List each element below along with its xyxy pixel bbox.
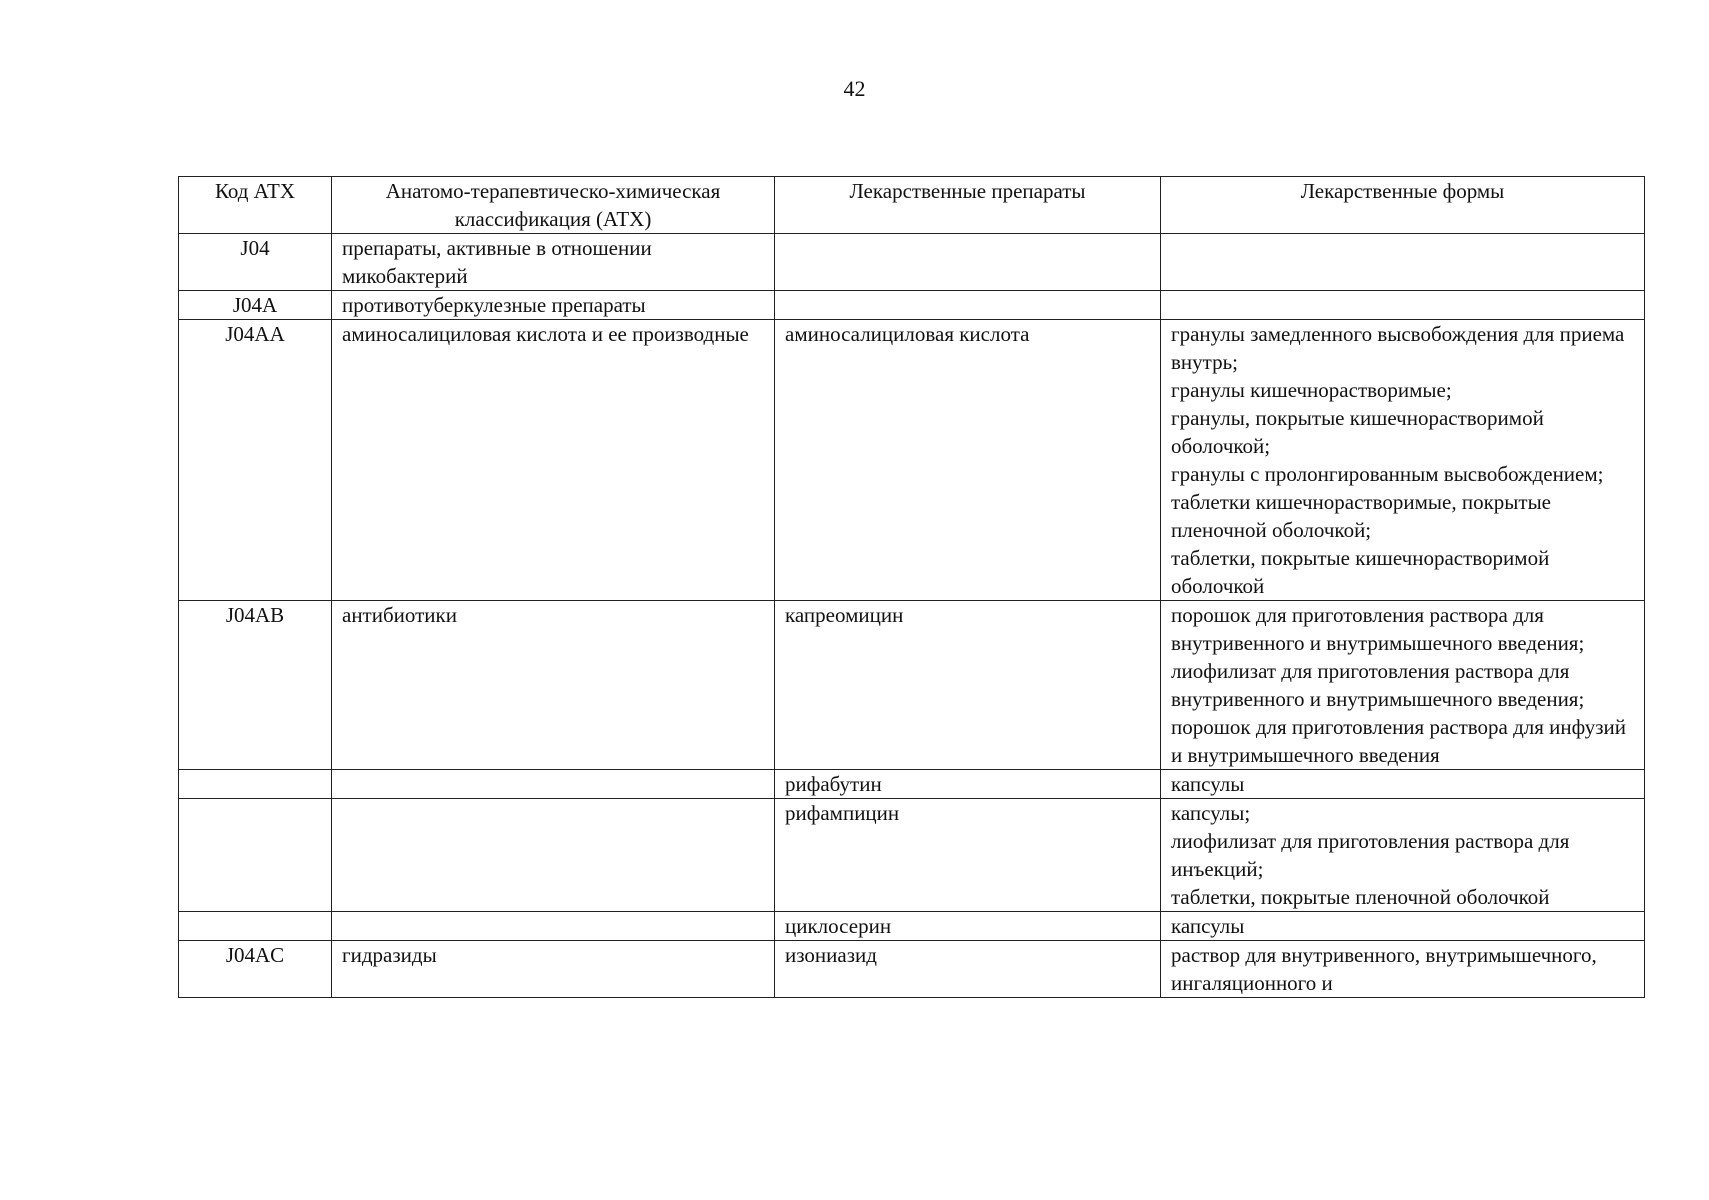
dosage-forms-cell xyxy=(1161,291,1645,320)
dosage-form-item: гранулы замедленного высвобождения для приема внутрь; xyxy=(1171,322,1625,374)
dosage-form-item: таблетки, покрытые пленочной оболочкой xyxy=(1171,885,1550,909)
drug-name-cell xyxy=(775,234,1161,291)
dosage-form-item: порошок для приготовления раствора для внутривенного и внутримышечного введения; xyxy=(1171,603,1585,655)
atc-code-cell: J04AC xyxy=(179,941,332,998)
atc-code-cell: J04AA xyxy=(179,320,332,601)
table-row xyxy=(179,320,1645,601)
dosage-form-item: таблетки, покрытые кишечнорастворимой оболочкой xyxy=(1171,546,1550,598)
dosage-form-item: капсулы xyxy=(1171,914,1245,938)
atc-code-cell xyxy=(179,799,332,912)
dosage-form-item: лиофилизат для приготовления раствора для инъекций; xyxy=(1171,829,1570,881)
table-row xyxy=(179,912,1645,941)
atc-drug-table xyxy=(178,176,1645,998)
atc-code-cell: J04 xyxy=(179,234,332,291)
atc-classification-cell xyxy=(332,799,775,912)
dosage-form-item: капсулы xyxy=(1171,772,1245,796)
atc-code-cell xyxy=(179,912,332,941)
table-row xyxy=(179,601,1645,770)
dosage-forms-cell xyxy=(1161,601,1645,770)
table-header-row xyxy=(179,177,1645,234)
header-atc-code: Код АТХ xyxy=(179,177,332,234)
dosage-form-item: гранулы, покрытые кишечнорастворимой оболочкой; xyxy=(1171,406,1544,458)
dosage-form-item: гранулы с пролонгированным высвобождением; xyxy=(1171,462,1604,486)
atc-classification-cell: противотуберкулезные препараты xyxy=(332,291,775,320)
drug-name-cell xyxy=(775,291,1161,320)
header-atc-classification: Анатомо-терапевтическо-химическая классификация (АТХ) xyxy=(332,177,775,234)
drug-name-cell: рифампицин xyxy=(775,799,1161,912)
atc-classification-cell: аминосалициловая кислота и ее производные xyxy=(332,320,775,601)
drug-name-cell: аминосалициловая кислота xyxy=(775,320,1161,601)
table-row xyxy=(179,799,1645,912)
table-body xyxy=(179,234,1645,998)
dosage-forms-cell xyxy=(1161,799,1645,912)
dosage-form-item: таблетки кишечнорастворимые, покрытые пленочной оболочкой; xyxy=(1171,490,1551,542)
atc-classification-cell xyxy=(332,912,775,941)
drug-name-cell: рифабутин xyxy=(775,770,1161,799)
page-number: 42 xyxy=(843,76,866,101)
dosage-forms-cell xyxy=(1161,912,1645,941)
dosage-form-item: гранулы кишечнорастворимые; xyxy=(1171,378,1452,402)
drug-name-cell: циклосерин xyxy=(775,912,1161,941)
atc-classification-cell: гидразиды xyxy=(332,941,775,998)
dosage-forms-cell xyxy=(1161,320,1645,601)
atc-classification-cell xyxy=(332,770,775,799)
dosage-form-item: лиофилизат для приготовления раствора для внутривенного и внутримышечного введения; xyxy=(1171,659,1585,711)
atc-classification-cell: препараты, активные в отношении микобактерий xyxy=(332,234,775,291)
header-drugs: Лекарственные препараты xyxy=(775,177,1161,234)
table-row xyxy=(179,234,1645,291)
atc-code-cell: J04AB xyxy=(179,601,332,770)
header-dosage-forms: Лекарственные формы xyxy=(1161,177,1645,234)
table-row xyxy=(179,941,1645,998)
table-row xyxy=(179,770,1645,799)
dosage-forms-cell xyxy=(1161,941,1645,998)
drug-name-cell: капреомицин xyxy=(775,601,1161,770)
dosage-form-item: капсулы; xyxy=(1171,801,1251,825)
dosage-forms-cell xyxy=(1161,770,1645,799)
dosage-form-item: порошок для приготовления раствора для инфузий и внутримышечного введения xyxy=(1171,715,1627,767)
atc-code-cell xyxy=(179,770,332,799)
table-row xyxy=(179,291,1645,320)
dosage-form-item: раствор для внутривенного, внутримышечного, ингаляционного и xyxy=(1171,943,1597,995)
drug-name-cell: изониазид xyxy=(775,941,1161,998)
atc-classification-cell: антибиотики xyxy=(332,601,775,770)
atc-code-cell: J04A xyxy=(179,291,332,320)
dosage-forms-cell xyxy=(1161,234,1645,291)
